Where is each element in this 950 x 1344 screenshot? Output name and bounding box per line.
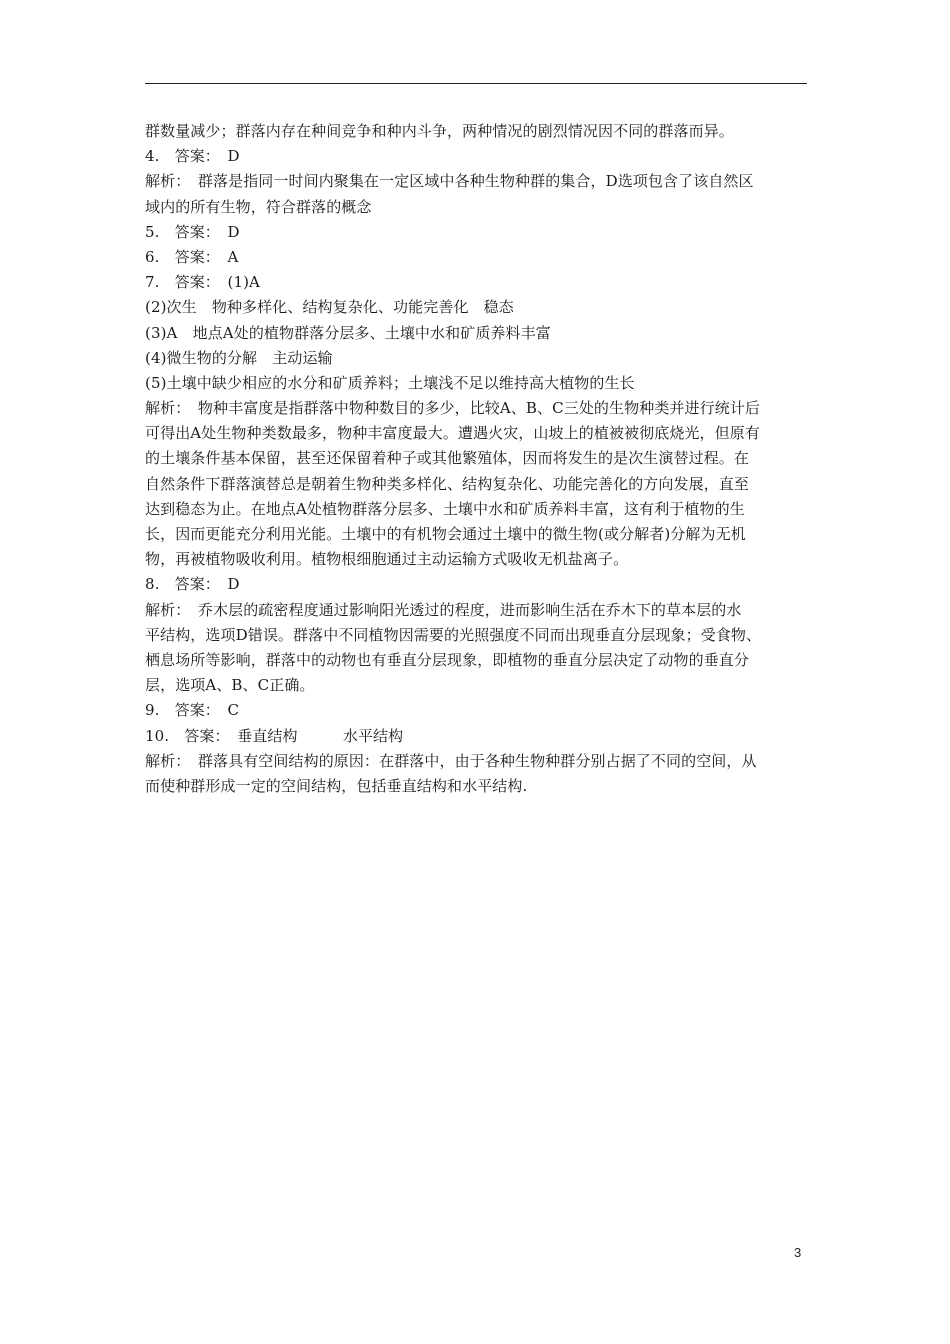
- text-line: 自然条件下群落演替总是朝着生物种类多样化、结构复杂化、功能完善化的方向发展，直至: [145, 474, 750, 493]
- text-line: 物，再被植物吸收利用。植物根细胞通过主动运输方式吸收无机盐离子。: [145, 550, 629, 569]
- text-line: 栖息场所等影响，群落中的动物也有垂直分层现象，即植物的垂直分层决定了动物的垂直分: [145, 650, 750, 669]
- text-line: 长，因而更能充分利用光能。土壤中的有机物会通过土壤中的微生物(或分解者)分解为无机: [145, 525, 746, 543]
- answer-line: 10. 答案： 垂直结构 水平结构: [145, 726, 404, 745]
- explanation-line: 解析： 群落具有空间结构的原因：在群落中，由于各种生物种群分别占据了不同的空间，从: [145, 751, 757, 770]
- text-line: 群数量减少；群落内存在种间竞争和种内斗争，两种情况的剧烈情况因不同的群落而异。: [145, 122, 734, 140]
- text-line: 层，选项A、B、C正确。: [145, 676, 315, 695]
- text-line: 平结构，选项D错误。群落中不同植物因需要的光照强度不同而出现垂直分层现象；受食物、: [145, 625, 762, 644]
- document-body: [145, 119, 809, 799]
- answer-line: 9. 答案： C: [145, 701, 240, 720]
- page-number: 3: [794, 1245, 802, 1260]
- text-line: 域内的所有生物，符合群落的概念: [145, 197, 372, 216]
- text-line: 的土壤条件基本保留，甚至还保留着种子或其他繁殖体，因而将发生的是次生演替过程。在: [145, 449, 750, 468]
- answer-line: 5. 答案： D: [145, 222, 240, 241]
- answer-line: 6. 答案： A: [145, 247, 239, 266]
- answer-part-line: (4)微生物的分解 主动运输: [145, 348, 333, 367]
- answer-part-line: (2)次生 物种多样化、结构复杂化、功能完善化 稳态: [145, 298, 514, 317]
- explanation-line: 解析： 群落是指同一时间内聚集在一定区域中各种生物种群的集合，D选项包含了该自然区: [145, 172, 754, 191]
- text-line: 而使种群形成一定的空间结构，包括垂直结构和水平结构.: [145, 776, 528, 795]
- answer-line: 7. 答案： (1)A: [145, 273, 260, 292]
- answer-part-line: (3)A 地点A处的植物群落分层多、土壤中水和矿质养料丰富: [145, 323, 551, 342]
- text-line: 达到稳态为止。在地点A处植物群落分层多、土壤中水和矿质养料丰富，这有利于植物的生: [145, 499, 745, 518]
- explanation-line: 解析： 乔木层的疏密程度通过影响阳光透过的程度，进而影响生活在乔木下的草本层的水: [145, 600, 742, 619]
- answer-line: 4. 答案： D: [145, 147, 240, 166]
- header-rule: [145, 83, 807, 84]
- answer-part-line: (5)土壤中缺少相应的水分和矿质养料；土壤浅不足以维持高大植物的生长: [145, 373, 635, 392]
- answer-line: 8. 答案： D: [145, 575, 240, 594]
- explanation-line: 解析： 物种丰富度是指群落中物种数目的多少，比较A、B、C三处的生物种类并进行统计后: [145, 399, 761, 418]
- text-line: 可得出A处生物种类数最多，物种丰富度最大。遭遇火灾，山坡上的植被被彻底烧光，但原有: [145, 424, 760, 443]
